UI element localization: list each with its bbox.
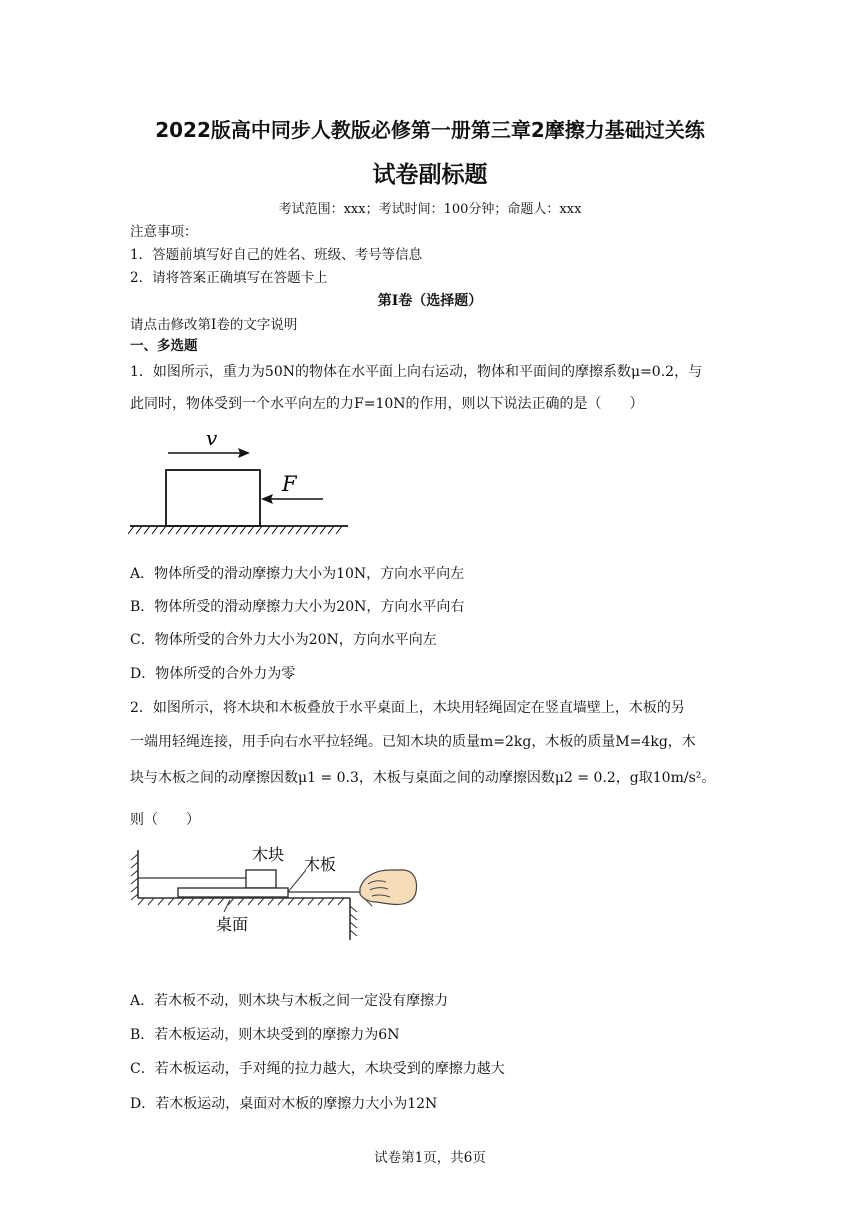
q2-stem-line: 则（ ） [130, 812, 200, 828]
q1-option-d[interactable]: D．物体所受的合外力为零 [130, 666, 296, 682]
q1-stem-line: 1．如图所示，重力为50N的物体在水平面上向右运动，物体和平面间的摩擦系数μ=0.2，与 [130, 364, 703, 380]
paper-title: 2022版高中同步人教版必修第一册第三章2摩擦力基础过关练 [155, 118, 705, 142]
block-label: 木块 [252, 845, 285, 864]
section-label: 一、多选题 [130, 338, 198, 354]
page-number: 试卷第1页，共6页 [374, 1150, 486, 1166]
q2-option-c[interactable]: C．若木板运动，手对绳的拉力越大，木块受到的摩擦力越大 [130, 1061, 505, 1077]
notes-item: 1．答题前填写好自己的姓名、班级、考号等信息 [130, 247, 423, 263]
q2-option-b[interactable]: B．若木板运动，则木块受到的摩擦力为6N [130, 1027, 400, 1043]
q2-option-d[interactable]: D．若木板运动，桌面对木板的摩擦力大小为12N [130, 1096, 438, 1112]
hand-icon [360, 870, 417, 906]
q1-stem-line: 此同时，物体受到一个水平向左的力F=10N的作用，则以下说法正确的是（ ） [130, 396, 644, 412]
exam-info: 考试范围：xxx；考试时间：100分钟；命题人：xxx [278, 202, 582, 217]
q2-stem-line: 一端用轻绳连接，用手向右水平拉轻绳。已知木块的质量m=2kg，木板的质量M=4kg，木 [130, 734, 696, 750]
part1-instruction: 请点击修改第I卷的文字说明 [130, 317, 298, 333]
notes-item: 2．请将答案正确填写在答题卡上 [130, 270, 328, 286]
force-label: F [282, 472, 297, 496]
paper-subtitle: 试卷副标题 [372, 162, 488, 188]
part1-title: 第I卷（选择题） [377, 293, 483, 309]
q2-stem-line: 2．如图所示，将木块和木板叠放于水平桌面上，木块用轻绳固定在竖直墙壁上，木板的另 [130, 700, 685, 716]
q1-option-a[interactable]: A．物体所受的滑动摩擦力大小为10N，方向水平向左 [130, 566, 465, 582]
table-label: 桌面 [216, 915, 249, 934]
q1-block-diagram [128, 425, 352, 537]
board-label: 木板 [304, 855, 337, 874]
q1-option-b[interactable]: B．物体所受的滑动摩擦力大小为20N，方向水平向右 [130, 599, 465, 615]
q2-board-diagram [128, 840, 420, 942]
q1-option-c[interactable]: C．物体所受的合外力大小为20N，方向水平向左 [130, 632, 437, 648]
q2-option-a[interactable]: A．若木板不动，则木块与木板之间一定没有摩擦力 [130, 993, 449, 1009]
velocity-label: v [206, 426, 218, 450]
notes-heading: 注意事项： [130, 224, 198, 240]
q2-stem-line: 块与木板之间的动摩擦因数μ1 = 0.3，木板与桌面之间的动摩擦因数μ2 = 0.2，g取10m/s²。 [130, 770, 716, 786]
